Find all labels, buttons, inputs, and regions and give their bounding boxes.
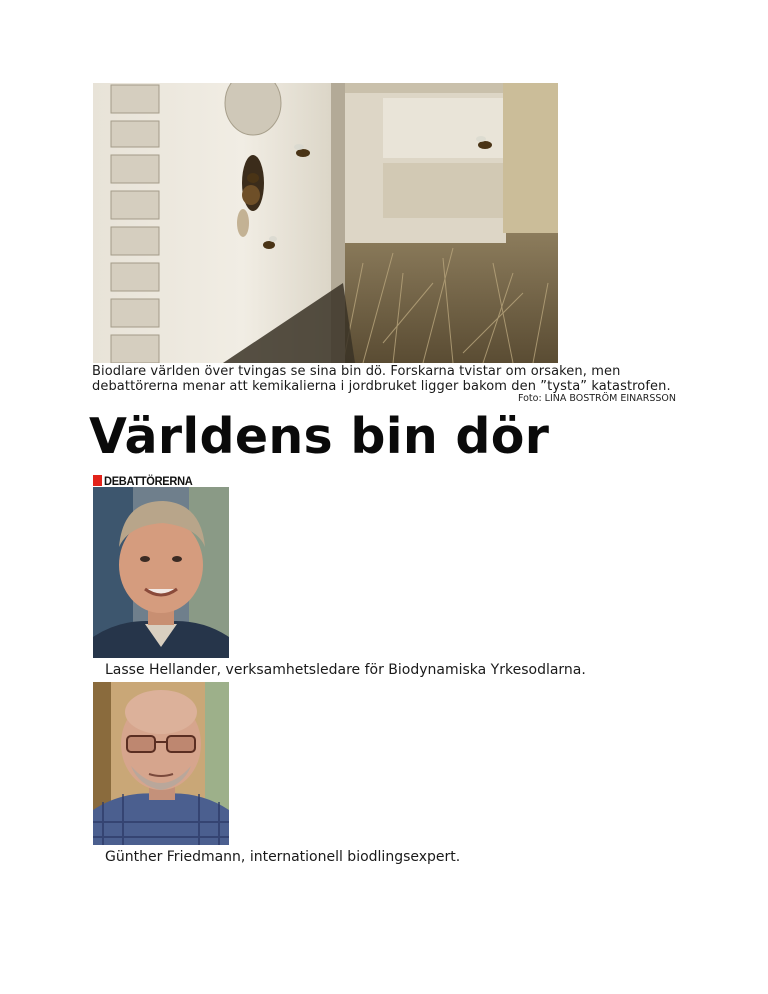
photo-caption: Biodlare världen över tvingas se sina bin dö. Forskarna tvistar om orsaken, men debattörerna menar att kemikalierna i jordbruket ligger bakom den ”tysta” katastrofen. — [92, 364, 671, 394]
author-portrait-2 — [93, 682, 229, 845]
author-portrait-1 — [93, 487, 229, 658]
author-caption-1: Lasse Hellander, verksamhetsledare för Biodynamiska Yrkesodlarna. — [105, 662, 586, 678]
photo-credit: Foto: LINA BOSTRÖM EINARSSON — [517, 393, 676, 404]
red-square-icon — [93, 475, 102, 486]
section-label — [93, 474, 200, 487]
section-label-text: DEBATTÖRERNA — [104, 473, 193, 488]
beehive-photo — [93, 83, 558, 363]
author-caption-2: Günther Friedmann, internationell biodlingsexpert. — [105, 849, 461, 865]
article-headline: Världens bin dör — [89, 408, 550, 465]
